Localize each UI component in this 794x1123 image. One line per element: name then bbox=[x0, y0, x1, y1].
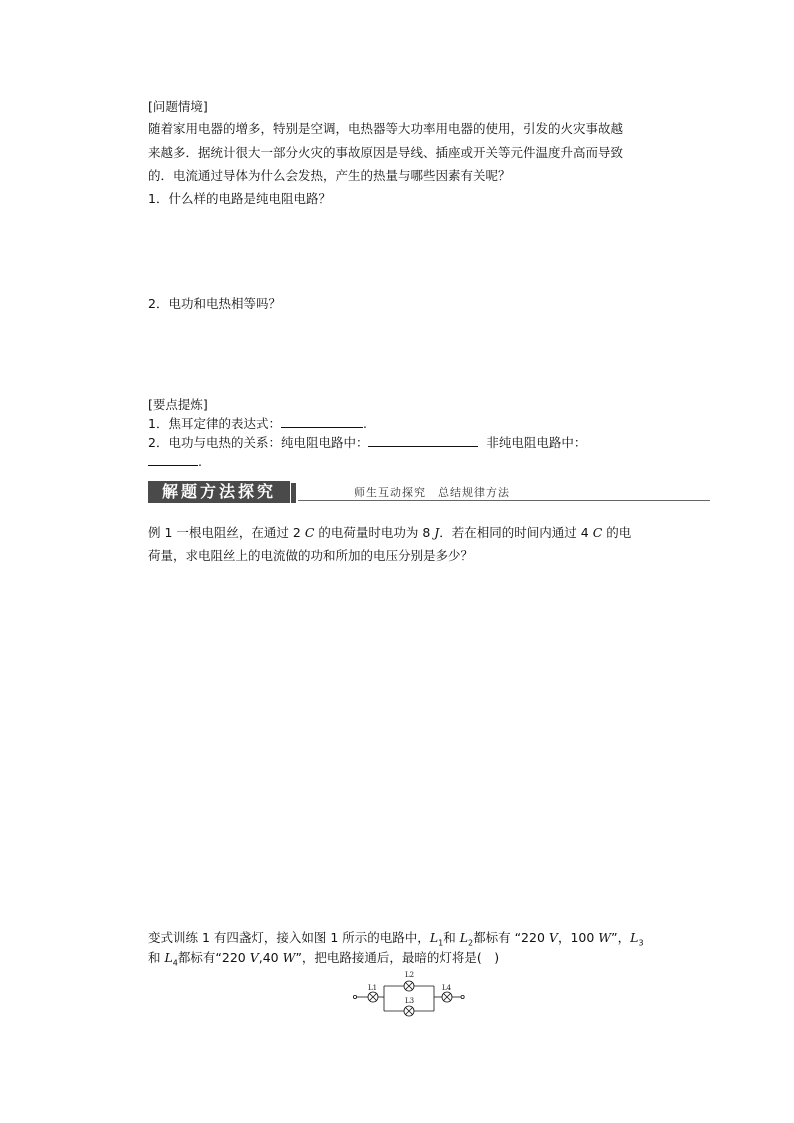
variant-1-text-f: ,40 bbox=[258, 950, 283, 965]
banner-title: 解题方法探究 bbox=[148, 481, 290, 503]
subscript-1: 1 bbox=[438, 938, 444, 948]
lamp-symbol: L bbox=[630, 930, 639, 945]
lamp-symbol: L bbox=[164, 950, 173, 965]
situation-line-3: 的．电流通过导体为什么会发热，产生的热量与哪些因素有关呢？ bbox=[148, 168, 511, 183]
label-l4: L4 bbox=[442, 984, 452, 992]
lamp-l2-icon bbox=[404, 981, 414, 991]
lamp-symbol: L bbox=[429, 930, 439, 945]
answer-blank-nonpure[interactable] bbox=[148, 452, 198, 466]
unit-c: C bbox=[304, 525, 315, 540]
variant-1-text-e: 都标有“220 bbox=[177, 950, 250, 965]
banner-subtitle: 师生互动探究 总结规律方法 bbox=[354, 486, 510, 499]
keypoint-2-nonpure: 非纯电阻电路中： bbox=[486, 435, 587, 450]
situation-heading: [问题情境] bbox=[148, 99, 208, 114]
keypoints-heading: [要点提炼] bbox=[148, 397, 208, 412]
subscript-4: 4 bbox=[172, 958, 178, 968]
lamp-l4-icon bbox=[442, 992, 452, 1002]
circuit-diagram bbox=[350, 967, 470, 1019]
answer-blank-joule[interactable] bbox=[281, 414, 363, 428]
situation-line-2: 来越多．据统计很大一部分火灾的事故原因是导线、插座或开关等元件温度升高而导致 bbox=[148, 145, 624, 160]
variant-1-text-c: ，100 bbox=[557, 930, 599, 945]
example-1-text-b: 的电荷量时电功为 8 bbox=[314, 525, 435, 540]
answer-blank-pure[interactable] bbox=[368, 433, 478, 447]
lamp-symbol: L bbox=[459, 930, 469, 945]
variant-1-text-a: 变式训练 1 有四盏灯，接入如图 1 所示的电路中， bbox=[148, 930, 430, 945]
unit-v: V bbox=[548, 930, 558, 945]
subscript-2: 2 bbox=[468, 938, 474, 948]
unit-j: J bbox=[434, 525, 440, 540]
keypoint-2-period: . bbox=[198, 454, 202, 469]
keypoint-2-text: 2．电功与电热的关系：纯电阻电路中： bbox=[148, 435, 369, 450]
terminal-left bbox=[353, 995, 356, 998]
terminal-right bbox=[461, 995, 464, 998]
keypoint-1-text: 1．焦耳定律的表达式： bbox=[148, 416, 281, 431]
label-l3: L3 bbox=[405, 997, 415, 1005]
example-1-text-d: 的电 bbox=[602, 525, 632, 540]
keypoint-2 bbox=[148, 432, 586, 454]
conj-and-2: 和 bbox=[148, 950, 165, 965]
keypoint-1-period: . bbox=[362, 416, 367, 431]
lamp-l1-icon bbox=[368, 992, 378, 1002]
example-1-line-2: 荷量，求电阻丝上的电流做的功和所加的电压分别是多少？ bbox=[148, 548, 474, 563]
example-1-text-a: 例 1 一根电阻丝，在通过 2 bbox=[148, 525, 305, 540]
subscript-3: 3 bbox=[638, 938, 644, 948]
label-l1: L1 bbox=[368, 984, 378, 992]
unit-v-2: V bbox=[249, 950, 259, 965]
unit-w-2: W bbox=[282, 950, 296, 965]
banner-bar bbox=[291, 483, 296, 503]
question-2: 2．电功和电热相等吗？ bbox=[148, 296, 281, 311]
label-l2: L2 bbox=[405, 971, 415, 979]
example-1-text-c: ．若在相同的时间内通过 4 bbox=[439, 525, 593, 540]
variant-1-text-g: ”，把电路接通后，最暗的灯将是( ) bbox=[295, 950, 500, 965]
example-1-line-1 bbox=[148, 522, 631, 544]
keypoint-2-cont bbox=[148, 451, 202, 473]
unit-w: W bbox=[598, 930, 612, 945]
question-1: 1．什么样的电路是纯电阻电路？ bbox=[148, 191, 331, 206]
banner-underline bbox=[298, 500, 710, 501]
unit-c-2: C bbox=[592, 525, 603, 540]
conj-and: 和 bbox=[443, 930, 460, 945]
variant-1-text-d: ”， bbox=[611, 930, 631, 945]
variant-1-text-b: 都标有 “220 bbox=[473, 930, 549, 945]
situation-line-1: 随着家用电器的增多，特别是空调，电热器等大功率用电器的使用，引发的火灾事故越 bbox=[148, 121, 624, 136]
lamp-l3-icon bbox=[404, 1006, 414, 1016]
section-banner bbox=[148, 481, 710, 503]
